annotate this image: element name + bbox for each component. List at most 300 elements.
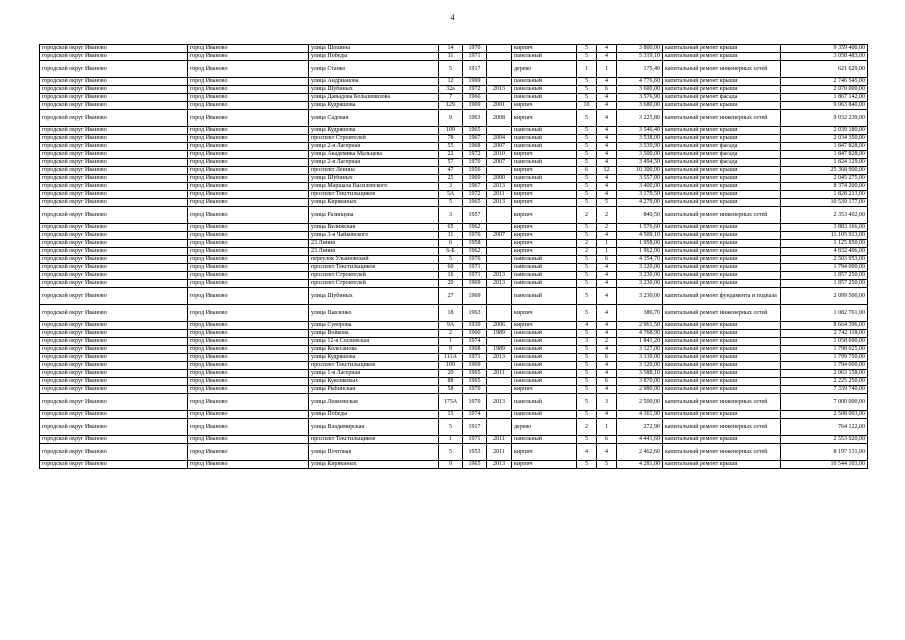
overhaul-year-cell	[487, 45, 512, 53]
cost-cell: 1 799 750,00	[781, 354, 868, 362]
house-number-cell: 60	[439, 264, 463, 272]
table-row	[40, 272, 868, 280]
entrances-cell: 4	[597, 102, 617, 110]
work-type-cell: капитальный ремонт крыши	[663, 175, 781, 183]
work-type-cell: капитальный ремонт крыши	[663, 362, 781, 370]
cost-cell: 1 125 850,00	[781, 240, 868, 248]
area-cell: 3 120,00	[617, 264, 663, 272]
district-cell: городской округ Иваново	[40, 378, 188, 386]
build-year-cell: 1966	[463, 94, 487, 102]
city-cell: город Иваново	[188, 419, 309, 436]
table-row	[40, 338, 868, 346]
entrances-cell: 5	[597, 199, 617, 207]
wall-material-cell: панельный	[512, 288, 577, 305]
house-number-cell: 9	[439, 346, 463, 354]
district-cell: городской округ Иваново	[40, 256, 188, 264]
street-cell: улица Маршала Василевского	[309, 183, 439, 191]
build-year-cell: 1974	[463, 411, 487, 419]
cost-cell: 2 034 350,00	[781, 135, 868, 143]
work-type-cell: капитальный ремонт крыши	[663, 272, 781, 280]
table-row	[40, 256, 868, 264]
district-cell: городской округ Иваново	[40, 45, 188, 53]
district-cell: городской округ Иваново	[40, 167, 188, 175]
city-cell: город Иваново	[188, 94, 309, 102]
city-cell: город Иваново	[188, 127, 309, 135]
area-cell: 3 500,00	[617, 151, 663, 159]
wall-material-cell: кирпич	[512, 248, 577, 256]
district-cell: городской округ Иваново	[40, 240, 188, 248]
work-type-cell: капитальный ремонт инженерных сетей	[663, 419, 781, 436]
floors-cell: 5	[577, 264, 597, 272]
house-number-cell: 65	[439, 224, 463, 232]
floors-cell: 5	[577, 199, 597, 207]
cost-cell: 7 000 000,00	[781, 394, 868, 411]
wall-material-cell: кирпич	[512, 183, 577, 191]
city-cell: город Иваново	[188, 411, 309, 419]
city-cell: город Иваново	[188, 248, 309, 256]
work-type-cell: капитальный ремонт фасада	[663, 94, 781, 102]
entrances-cell: 4	[597, 362, 617, 370]
entrances-cell: 4	[597, 444, 617, 461]
floors-cell: 4	[577, 444, 597, 461]
house-number-cell: 109	[439, 362, 463, 370]
overhaul-year-cell: 2007	[487, 232, 512, 240]
district-cell: городской округ Иваново	[40, 346, 188, 354]
work-type-cell: капитальный ремонт инженерных сетей	[663, 207, 781, 224]
wall-material-cell: кирпич	[512, 151, 577, 159]
cost-cell: 9 063 840,00	[781, 102, 868, 110]
area-cell: 4 776,60	[617, 78, 663, 86]
overhaul-year-cell: 2013	[487, 280, 512, 288]
street-cell: улица Велижская	[309, 224, 439, 232]
floors-cell: 5	[577, 110, 597, 127]
entrances-cell: 4	[597, 386, 617, 394]
wall-material-cell: панельный	[512, 127, 577, 135]
cost-cell: 1 794 000,00	[781, 264, 868, 272]
work-type-cell: капитальный ремонт крыши	[663, 264, 781, 272]
area-cell: 3 127,00	[617, 346, 663, 354]
wall-material-cell: кирпич	[512, 191, 577, 199]
table-row	[40, 167, 868, 175]
table-row	[40, 419, 868, 436]
work-type-cell: капитальный ремонт крыши	[663, 199, 781, 207]
wall-material-cell: панельный	[512, 280, 577, 288]
area-cell: 2 462,60	[617, 444, 663, 461]
wall-material-cell: дерево	[512, 419, 577, 436]
overhaul-year-cell	[487, 61, 512, 78]
table-body	[40, 45, 868, 469]
table-row	[40, 305, 868, 322]
wall-material-cell: кирпич	[512, 199, 577, 207]
work-type-cell: капитальный ремонт крыши	[663, 127, 781, 135]
overhaul-year-cell: 2013	[487, 394, 512, 411]
area-cell: 4 281,00	[617, 461, 663, 469]
overhaul-year-cell	[487, 305, 512, 322]
cost-cell: 8 197 131,00	[781, 444, 868, 461]
house-number-cell: 58	[439, 386, 463, 394]
entrances-cell: 4	[597, 159, 617, 167]
cost-cell: 1 867 142,00	[781, 94, 868, 102]
cost-cell: 2 746 545,00	[781, 78, 868, 86]
street-cell: проспект Строителей	[309, 272, 439, 280]
overhaul-year-cell: 2011	[487, 436, 512, 444]
district-cell: городской округ Иваново	[40, 330, 188, 338]
wall-material-cell: кирпич	[512, 102, 577, 110]
overhaul-year-cell: 2006	[487, 322, 512, 330]
house-number-cell: 78	[439, 135, 463, 143]
entrances-cell: 6	[597, 256, 617, 264]
overhaul-year-cell: 2007	[487, 143, 512, 151]
table-row	[40, 61, 868, 78]
table-row	[40, 199, 868, 207]
entrances-cell: 4	[597, 370, 617, 378]
street-cell: улица Андрианова	[309, 78, 439, 86]
house-number-cell: 14	[439, 45, 463, 53]
work-type-cell: капитальный ремонт инженерных сетей	[663, 110, 781, 127]
area-cell: 272,90	[617, 419, 663, 436]
floors-cell: 5	[577, 346, 597, 354]
house-number-cell: 5А	[439, 191, 463, 199]
street-cell: улица Победы	[309, 411, 439, 419]
wall-material-cell: кирпич	[512, 240, 577, 248]
build-year-cell: 1971	[463, 436, 487, 444]
overhaul-year-cell	[487, 78, 512, 86]
entrances-cell: 4	[597, 127, 617, 135]
street-cell: улица 1-я Лагерная	[309, 370, 439, 378]
work-type-cell: капитальный ремонт инженерных сетей	[663, 394, 781, 411]
floors-cell: 5	[577, 143, 597, 151]
area-cell: 1 958,00	[617, 240, 663, 248]
district-cell: городской округ Иваново	[40, 386, 188, 394]
floors-cell: 5	[577, 127, 597, 135]
overhaul-year-cell	[487, 94, 512, 102]
street-cell: улица Куконковых	[309, 378, 439, 386]
table-row	[40, 248, 868, 256]
street-cell: проспект Текстильщиков	[309, 264, 439, 272]
cost-cell: 8 374 200,00	[781, 183, 868, 191]
street-cell: улица Давыдова Большевизова	[309, 94, 439, 102]
city-cell: город Иваново	[188, 338, 309, 346]
area-cell: 5 319,10	[617, 53, 663, 61]
entrances-cell: 2	[597, 224, 617, 232]
floors-cell: 5	[577, 272, 597, 280]
cost-cell: 1 828 213,00	[781, 191, 868, 199]
work-type-cell: капитальный ремонт крыши	[663, 191, 781, 199]
work-type-cell: капитальный ремонт крыши	[663, 183, 781, 191]
district-cell: городской округ Иваново	[40, 102, 188, 110]
floors-cell: 5	[577, 183, 597, 191]
street-cell: улица 2-я Лагерная	[309, 159, 439, 167]
street-cell: улица Шубиных	[309, 288, 439, 305]
entrances-cell: 6	[597, 86, 617, 94]
district-cell: городской округ Иваново	[40, 232, 188, 240]
build-year-cell: 1972	[463, 86, 487, 94]
city-cell: город Иваново	[188, 256, 309, 264]
cost-cell: 2 063 158,00	[781, 370, 868, 378]
floors-cell: 5	[577, 280, 597, 288]
city-cell: город Иваново	[188, 240, 309, 248]
area-cell: 3 557,00	[617, 175, 663, 183]
street-cell: проспект Текстильщиков	[309, 436, 439, 444]
city-cell: город Иваново	[188, 322, 309, 330]
entrances-cell: 4	[597, 330, 617, 338]
entrances-cell: 4	[597, 143, 617, 151]
overhaul-year-cell	[487, 338, 512, 346]
area-cell: 3 400,00	[617, 183, 663, 191]
house-number-cell: 16	[439, 272, 463, 280]
entrances-cell: 4	[597, 78, 617, 86]
cost-cell: 8 664 396,00	[781, 322, 868, 330]
work-type-cell: капитальный ремонт инженерных сетей	[663, 444, 781, 461]
floors-cell: 2	[577, 207, 597, 224]
cost-cell: 1 857 250,00	[781, 272, 868, 280]
floors-cell: 5	[577, 159, 597, 167]
area-cell: 3 870,00	[617, 378, 663, 386]
work-type-cell: капитальный ремонт крыши	[663, 86, 781, 94]
cost-cell: 621 629,00	[781, 61, 868, 78]
floors-cell: 5	[577, 288, 597, 305]
street-cell: проспект Текстильщиков	[309, 362, 439, 370]
build-year-cell: 1972	[463, 191, 487, 199]
district-cell: городской округ Иваново	[40, 370, 188, 378]
work-type-cell: капитальный ремонт фасада	[663, 143, 781, 151]
cost-cell: 2 503 953,00	[781, 256, 868, 264]
city-cell: город Иваново	[188, 53, 309, 61]
wall-material-cell: кирпич	[512, 207, 577, 224]
street-cell: переулок Ульяновский	[309, 256, 439, 264]
table-row	[40, 386, 868, 394]
area-cell: 4 354,70	[617, 256, 663, 264]
district-cell: городской округ Иваново	[40, 411, 188, 419]
area-cell: 4 768,90	[617, 330, 663, 338]
table-row	[40, 330, 868, 338]
table-row	[40, 411, 868, 419]
area-cell: 2 500,00	[617, 394, 663, 411]
district-cell: городской округ Иваново	[40, 272, 188, 280]
cost-cell: 10 544 103,00	[781, 461, 868, 469]
wall-material-cell: кирпич	[512, 444, 577, 461]
build-year-cell: 1930	[463, 322, 487, 330]
overhaul-year-cell	[487, 386, 512, 394]
build-year-cell: 1974	[463, 338, 487, 346]
area-cell: 3 600,00	[617, 86, 663, 94]
overhaul-year-cell: 2013	[487, 354, 512, 362]
housing-repair-table	[39, 44, 868, 469]
floors-cell: 5	[577, 45, 597, 53]
floors-cell: 3	[577, 338, 597, 346]
house-number-cell: 2	[439, 330, 463, 338]
cost-cell: 2 553 920,00	[781, 436, 868, 444]
wall-material-cell: кирпич	[512, 322, 577, 330]
cost-cell: 11 105 913,00	[781, 232, 868, 240]
cost-cell: 1 857 250,00	[781, 280, 868, 288]
cost-cell: 1 082 761,00	[781, 305, 868, 322]
house-number-cell: 5	[439, 256, 463, 264]
table-row	[40, 53, 868, 61]
area-cell: 175,40	[617, 61, 663, 78]
floors-cell: 5	[577, 305, 597, 322]
house-number-cell: 1	[439, 338, 463, 346]
area-cell: 3 538,00	[617, 135, 663, 143]
build-year-cell: 1970	[463, 394, 487, 411]
house-number-cell: 109	[439, 127, 463, 135]
entrances-cell: 6	[597, 436, 617, 444]
district-cell: городской округ Иваново	[40, 110, 188, 127]
street-cell: улица 3-я Чайковского	[309, 232, 439, 240]
entrances-cell: 4	[597, 346, 617, 354]
overhaul-year-cell: 2008	[487, 110, 512, 127]
work-type-cell: капитальный ремонт крыши	[663, 135, 781, 143]
entrances-cell: 4	[597, 272, 617, 280]
house-number-cell: 11	[439, 53, 463, 61]
overhaul-year-cell	[487, 256, 512, 264]
area-cell: 3 230,00	[617, 280, 663, 288]
work-type-cell: капитальный ремонт крыши	[663, 45, 781, 53]
work-type-cell: капитальный ремонт крыши	[663, 102, 781, 110]
overhaul-year-cell	[487, 167, 512, 175]
house-number-cell: 15	[439, 411, 463, 419]
street-cell: улица 12-я Сосневская	[309, 338, 439, 346]
entrances-cell: 1	[597, 61, 617, 78]
overhaul-year-cell	[487, 53, 512, 61]
city-cell: город Иваново	[188, 207, 309, 224]
district-cell: городской округ Иваново	[40, 135, 188, 143]
cost-cell: 3 883 166,00	[781, 224, 868, 232]
city-cell: город Иваново	[188, 264, 309, 272]
build-year-cell: 1969	[463, 175, 487, 183]
area-cell: 4 279,00	[617, 199, 663, 207]
build-year-cell: 1962	[463, 248, 487, 256]
house-number-cell: 27	[439, 288, 463, 305]
house-number-cell: 1	[439, 436, 463, 444]
wall-material-cell: панельный	[512, 175, 577, 183]
cost-cell: 1 824 129,00	[781, 159, 868, 167]
city-cell: город Иваново	[188, 378, 309, 386]
street-cell: проспект Текстильщиков	[309, 191, 439, 199]
floors-cell: 5	[577, 378, 597, 386]
entrances-cell: 4	[597, 305, 617, 322]
house-number-cell: 9	[439, 461, 463, 469]
cost-cell: 1 847 828,00	[781, 143, 868, 151]
table-row	[40, 461, 868, 469]
house-number-cell: 5	[439, 444, 463, 461]
build-year-cell: 1971	[463, 354, 487, 362]
city-cell: город Иваново	[188, 232, 309, 240]
table-row	[40, 436, 868, 444]
city-cell: город Иваново	[188, 135, 309, 143]
wall-material-cell: кирпич	[512, 386, 577, 394]
build-year-cell: 1917	[463, 419, 487, 436]
table-row	[40, 86, 868, 94]
build-year-cell: 1965	[463, 461, 487, 469]
build-year-cell: 1967	[463, 135, 487, 143]
wall-material-cell: панельный	[512, 394, 577, 411]
work-type-cell: капитальный ремонт крыши	[663, 78, 781, 86]
entrances-cell: 4	[597, 94, 617, 102]
cost-cell: 2 039 180,00	[781, 127, 868, 135]
build-year-cell: 1957	[463, 207, 487, 224]
city-cell: город Иваново	[188, 159, 309, 167]
city-cell: город Иваново	[188, 305, 309, 322]
district-cell: городской округ Иваново	[40, 444, 188, 461]
city-cell: город Иваново	[188, 191, 309, 199]
overhaul-year-cell	[487, 288, 512, 305]
table-row	[40, 207, 868, 224]
floors-cell: 5	[577, 86, 597, 94]
floors-cell: 5	[577, 330, 597, 338]
district-cell: городской округ Иваново	[40, 461, 188, 469]
area-cell: 3 230,00	[617, 288, 663, 305]
house-number-cell: 22	[439, 151, 463, 159]
floors-cell: 5	[577, 191, 597, 199]
floors-cell: 5	[577, 370, 597, 378]
build-year-cell: 1962	[463, 224, 487, 232]
work-type-cell: капитальный ремонт крыши	[663, 248, 781, 256]
street-cell: улица Кирякиных	[309, 199, 439, 207]
table-row	[40, 159, 868, 167]
floors-cell: 2	[577, 240, 597, 248]
district-cell: городской округ Иваново	[40, 53, 188, 61]
street-cell: улица Кирякиных	[309, 461, 439, 469]
build-year-cell: 1970	[463, 45, 487, 53]
house-number-cell: 111А	[439, 354, 463, 362]
area-cell: 840,50	[617, 207, 663, 224]
house-number-cell: 175А	[439, 394, 463, 411]
floors-cell: 5	[577, 53, 597, 61]
district-cell: городской округ Иваново	[40, 94, 188, 102]
table-row	[40, 362, 868, 370]
overhaul-year-cell	[487, 378, 512, 386]
street-cell: улица Кудряшова	[309, 102, 439, 110]
house-number-cell: 5	[439, 61, 463, 78]
build-year-cell: 1971	[463, 53, 487, 61]
floors-cell: 5	[577, 436, 597, 444]
work-type-cell: капитальный ремонт крыши	[663, 354, 781, 362]
area-cell: 3 230,00	[617, 272, 663, 280]
city-cell: город Иваново	[188, 110, 309, 127]
area-cell: 3 576,90	[617, 94, 663, 102]
house-number-cell: 57	[439, 159, 463, 167]
area-cell: 3 680,00	[617, 102, 663, 110]
area-cell: 1 576,60	[617, 224, 663, 232]
cost-cell: 1 798 025,00	[781, 346, 868, 354]
cost-cell: 1 794 000,00	[781, 362, 868, 370]
table-row	[40, 175, 868, 183]
city-cell: город Иваново	[188, 370, 309, 378]
floors-cell: 5	[577, 94, 597, 102]
floors-cell: 1	[577, 61, 597, 78]
city-cell: город Иваново	[188, 288, 309, 305]
district-cell: городской округ Иваново	[40, 127, 188, 135]
table-row	[40, 135, 868, 143]
table-row	[40, 378, 868, 386]
overhaul-year-cell: 2013	[487, 272, 512, 280]
street-cell: улица Войкова	[309, 330, 439, 338]
overhaul-year-cell: 2011	[487, 444, 512, 461]
build-year-cell: 1963	[463, 110, 487, 127]
floors-cell: 5	[577, 411, 597, 419]
area-cell: 1 962,00	[617, 248, 663, 256]
build-year-cell: 1960	[463, 330, 487, 338]
cost-cell: 2 045 275,00	[781, 175, 868, 183]
table-row	[40, 322, 868, 330]
city-cell: город Иваново	[188, 45, 309, 53]
district-cell: городской округ Иваново	[40, 419, 188, 436]
city-cell: город Иваново	[188, 78, 309, 86]
cost-cell: 2 099 500,00	[781, 288, 868, 305]
district-cell: городской округ Иваново	[40, 248, 188, 256]
entrances-cell: 4	[597, 175, 617, 183]
